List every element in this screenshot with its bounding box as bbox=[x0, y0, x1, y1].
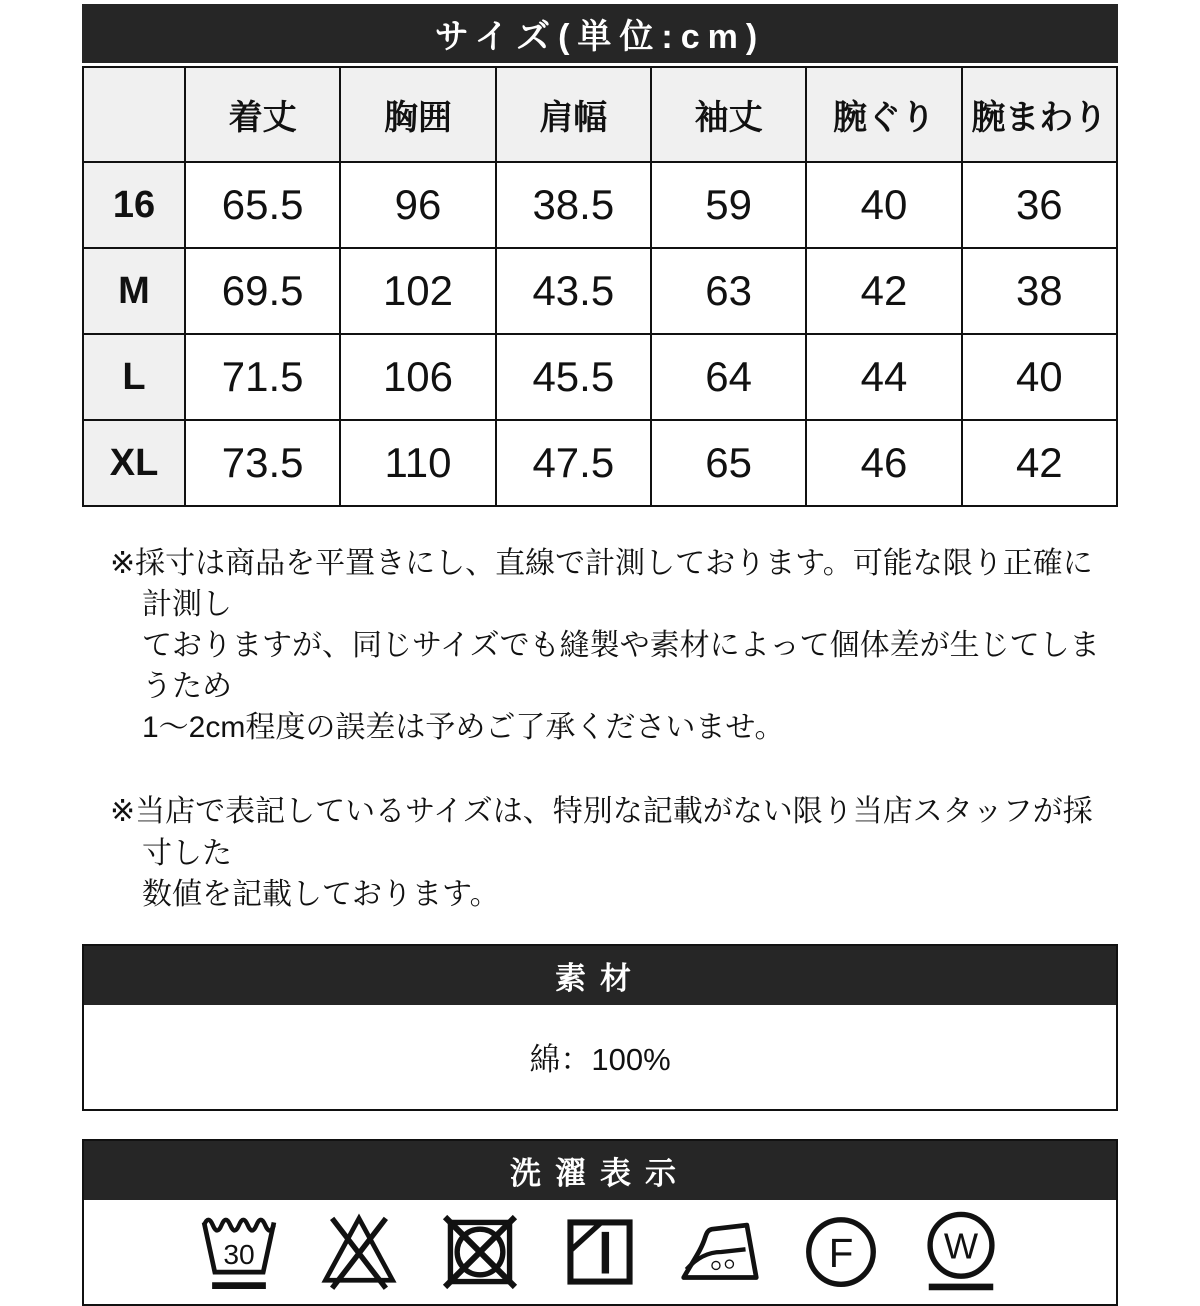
size-cell: 59 bbox=[651, 162, 806, 248]
measurement-note-1: ※採寸は商品を平置きにし、直線で計測しております。可能な限り正確に計測し ておりますが、同じサイズでも縫製や素材によって個体差が生じてしまうため 1〜2cm程度の誤差は予めご了承くださいませ。 bbox=[110, 547, 1100, 745]
size-cell: 110 bbox=[340, 420, 495, 506]
svg-text:30: 30 bbox=[223, 1237, 255, 1270]
material-value: 綿：100% bbox=[529, 1042, 671, 1078]
size-cell: 47.5 bbox=[496, 420, 651, 506]
column-header: 腕まわり bbox=[962, 67, 1117, 162]
size-row-label: L bbox=[83, 334, 185, 420]
size-cell: 43.5 bbox=[496, 248, 651, 334]
size-cell: 96 bbox=[340, 162, 495, 248]
svg-text:F: F bbox=[828, 1230, 853, 1276]
size-cell: 65 bbox=[651, 420, 806, 506]
wash-30-mild-icon bbox=[196, 1209, 282, 1295]
size-cell: 46 bbox=[806, 420, 961, 506]
dry-clean-f-icon bbox=[798, 1209, 884, 1295]
size-row-label: M bbox=[83, 248, 185, 334]
line-dry-in-shade-icon bbox=[557, 1209, 643, 1295]
size-cell: 63 bbox=[651, 248, 806, 334]
size-cell: 44 bbox=[806, 334, 961, 420]
size-cell: 64 bbox=[651, 334, 806, 420]
size-cell: 38.5 bbox=[496, 162, 651, 248]
size-cell: 73.5 bbox=[185, 420, 340, 506]
column-header: 袖丈 bbox=[651, 67, 806, 162]
notes-section bbox=[110, 543, 1118, 915]
measurement-note-2: ※当店で表記しているサイズは、特別な記載がない限り当店スタッフが採寸した 数値を記載しております。 bbox=[110, 795, 1093, 911]
laundry-title: 洗濯表示 bbox=[510, 1155, 690, 1191]
size-cell: 40 bbox=[806, 162, 961, 248]
size-cell: 38 bbox=[962, 248, 1117, 334]
table-row bbox=[83, 248, 1117, 334]
material-panel-header bbox=[84, 946, 1116, 1005]
column-header: 腕ぐり bbox=[806, 67, 961, 162]
size-chart-page bbox=[82, 0, 1118, 1306]
do-not-tumble-dry-icon bbox=[437, 1209, 523, 1295]
material-title: 素材 bbox=[555, 960, 645, 996]
size-table bbox=[82, 66, 1118, 507]
corner-cell bbox=[83, 67, 185, 162]
size-cell: 71.5 bbox=[185, 334, 340, 420]
size-cell: 102 bbox=[340, 248, 495, 334]
iron-medium-two-dots-icon bbox=[677, 1209, 763, 1295]
table-row bbox=[83, 162, 1117, 248]
size-row-label: 16 bbox=[83, 162, 185, 248]
size-table-header-row bbox=[83, 67, 1117, 162]
material-panel-body bbox=[84, 1005, 1116, 1109]
size-cell: 40 bbox=[962, 334, 1117, 420]
material-panel bbox=[82, 944, 1118, 1111]
size-cell: 69.5 bbox=[185, 248, 340, 334]
size-cell: 36 bbox=[962, 162, 1117, 248]
size-cell: 65.5 bbox=[185, 162, 340, 248]
svg-text:W: W bbox=[943, 1225, 979, 1267]
size-section-header bbox=[82, 4, 1118, 63]
size-cell: 42 bbox=[806, 248, 961, 334]
table-row bbox=[83, 420, 1117, 506]
column-header: 肩幅 bbox=[496, 67, 651, 162]
table-row bbox=[83, 334, 1117, 420]
size-cell: 106 bbox=[340, 334, 495, 420]
laundry-panel bbox=[82, 1139, 1118, 1306]
size-cell: 45.5 bbox=[496, 334, 651, 420]
column-header: 着丈 bbox=[185, 67, 340, 162]
laundry-icons-row bbox=[84, 1200, 1116, 1304]
do-not-bleach-icon bbox=[316, 1209, 402, 1295]
size-section-title: サイズ(単位:cm) bbox=[434, 18, 766, 56]
size-cell: 42 bbox=[962, 420, 1117, 506]
laundry-panel-header bbox=[84, 1141, 1116, 1200]
wet-clean-gentle-icon bbox=[918, 1209, 1004, 1295]
size-row-label: XL bbox=[83, 420, 185, 506]
column-header: 胸囲 bbox=[340, 67, 495, 162]
